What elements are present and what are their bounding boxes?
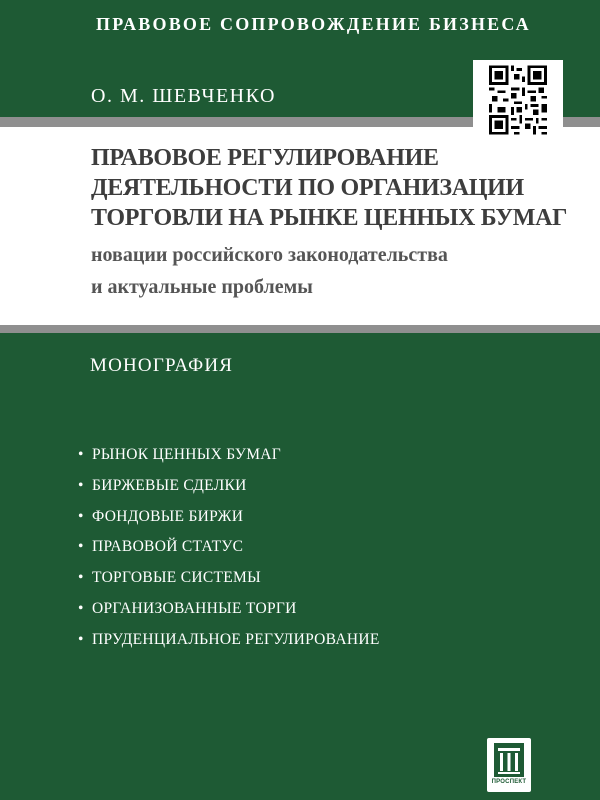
keyword-text: БИРЖЕВЫЕ СДЕЛКИ — [92, 476, 247, 494]
bullet-icon: • — [78, 446, 84, 463]
keyword-text: ПРАВОВОЙ СТАТУС — [92, 538, 244, 556]
keyword-item — [78, 631, 380, 662]
keyword-text: ОРГАНИЗОВАННЫЕ ТОРГИ — [92, 599, 297, 617]
bullet-icon: • — [78, 507, 84, 525]
book-title-line: ТОРГОВЛИ НА РЫНКЕ ЦЕННЫХ БУМАГ — [91, 205, 568, 231]
publisher-name: ПРОСПЕКТ — [491, 779, 527, 785]
book-title — [91, 143, 567, 233]
bullet-icon: • — [78, 569, 84, 587]
series-title: ПРАВОВОЕ СОПРОВОЖДЕНИЕ БИЗНЕСА — [96, 14, 531, 34]
book-subtitle — [91, 239, 448, 303]
book-title-line: ПРАВОВОЕ РЕГУЛИРОВАНИЕ — [91, 145, 439, 171]
keyword-item — [78, 477, 380, 508]
keyword-text: ФОНДОВЫЕ БИРЖИ — [92, 507, 244, 525]
keyword-text: РЫНОК ЦЕННЫХ БУМАГ — [92, 446, 282, 463]
keyword-text: ТОРГОВЫЕ СИСТЕМЫ — [92, 569, 261, 587]
keyword-list — [78, 446, 380, 662]
qr-code-icon — [473, 60, 563, 140]
book-title-line: ДЕЯТЕЛЬНОСТИ ПО ОРГАНИЗАЦИИ — [91, 175, 524, 201]
author-name: О. М. ШЕВЧЕНКО — [91, 85, 276, 107]
publisher-logo-icon — [487, 738, 531, 792]
book-subtitle-line: и актуальные проблемы — [91, 276, 313, 298]
keyword-item — [78, 600, 380, 631]
bullet-icon: • — [78, 599, 84, 617]
bullet-icon: • — [78, 538, 84, 556]
book-subtitle-line: новации российского законодательства — [91, 244, 448, 266]
keyword-item — [78, 446, 380, 477]
keyword-item — [78, 538, 380, 569]
genre-label: МОНОГРАФИЯ — [90, 355, 234, 376]
keyword-item — [78, 508, 380, 539]
bottom-gray-band — [0, 325, 600, 333]
keyword-item — [78, 569, 380, 600]
bullet-icon: • — [78, 476, 84, 494]
bullet-icon: • — [78, 630, 84, 648]
keyword-text: ПРУДЕНЦИАЛЬНОЕ РЕГУЛИРОВАНИЕ — [92, 630, 380, 648]
